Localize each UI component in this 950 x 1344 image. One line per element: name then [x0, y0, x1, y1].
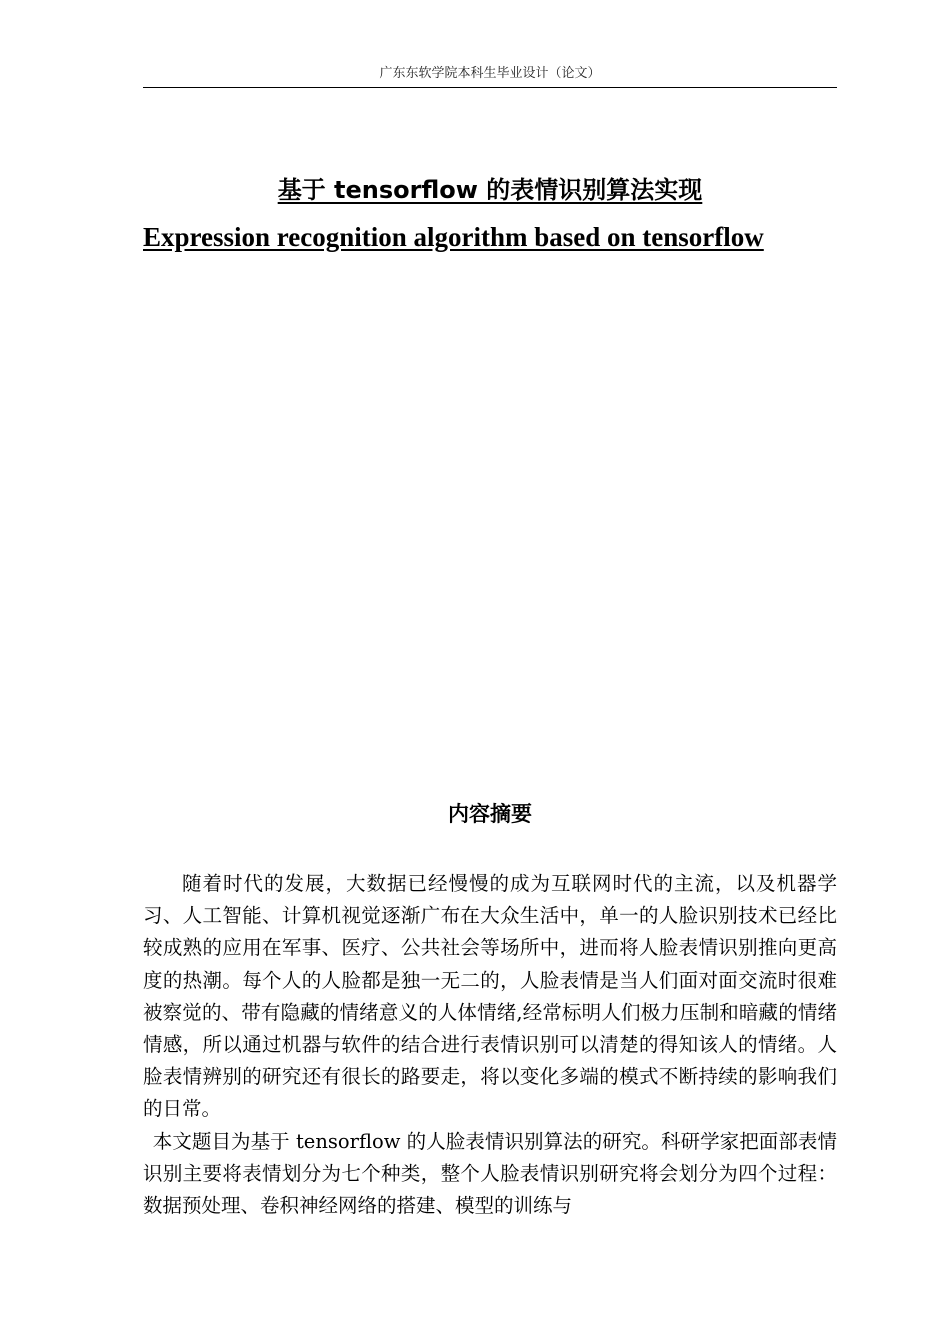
abstract-body — [143, 868, 837, 1222]
title-chinese: 基于 tensorflow 的表情识别算法实现 — [277, 176, 703, 204]
abstract-paragraph: 随着时代的发展，大数据已经慢慢的成为互联网时代的主流，以及机器学习、人工智能、计算机视觉逐渐广布在大众生活中，单一的人脸识别技术已经比较成熟的应用在军事、医疗、公共社会等场所中，进而将人脸表情识别推向更高度的热潮。每个人的人脸都是独一无二的，人脸表情是当人们面对面交流时很难被察觉的、带有隐藏的情绪意义的人体情绪,经常标明人们极力压制和暗藏的情绪情感，所以通过机器与软件的结合进行表情识别可以清楚的得知该人的情绪。人脸表情辨别的研究还有很长的路要走，将以变化多端的模式不断持续的影响我们的日常。 — [143, 872, 837, 1121]
abstract-paragraph: 本文题目为基于 tensorflow 的人脸表情识别算法的研究。科研学家把面部表情识别主要将表情划分为七个种类，整个人脸表情识别研究将会划分为四个过程：数据预处理、卷积神经网络的搭建、模型的训练与 — [143, 1129, 837, 1218]
page-header: 广东东软学院本科生毕业设计（论文） — [143, 62, 837, 88]
abstract-heading: 内容摘要 — [448, 802, 532, 826]
title-english: Expression recognition algorithm based on tensorflow — [143, 222, 764, 252]
